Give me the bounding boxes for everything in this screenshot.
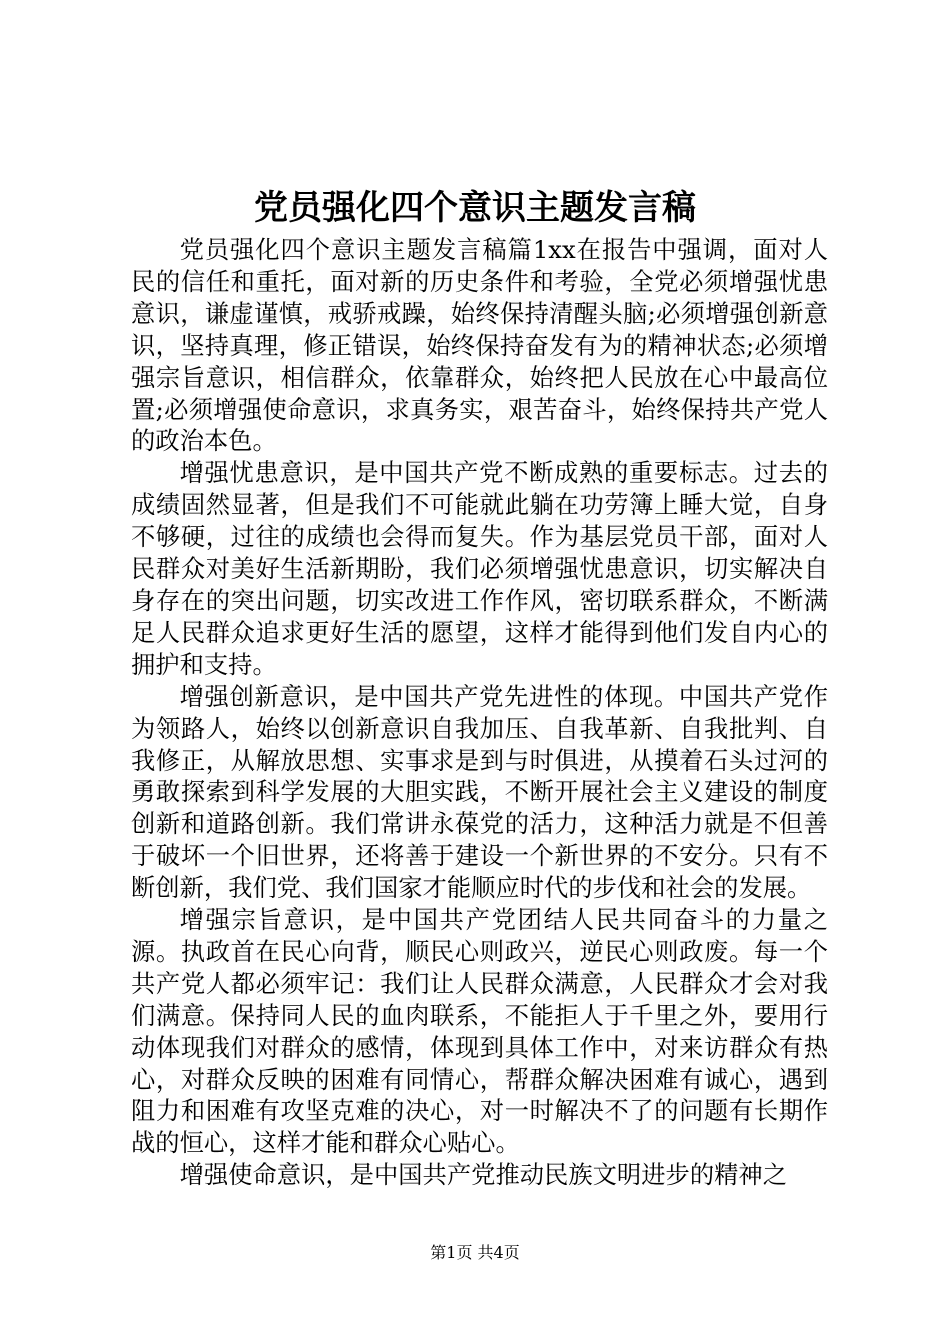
document-title: 党员强化四个意识主题发言稿 <box>254 188 696 228</box>
paragraph-mission-awareness: 增强使命意识，是中国共产党推动民族文明进步的精神之 <box>179 1160 788 1190</box>
page-number-footer: 第1页 共4页 <box>430 1243 520 1262</box>
paragraph-purpose-awareness: 增强宗旨意识，是中国共产党团结人民共同奋斗的力量之源。执政首在民心向背，顺民心则政兴，逆民心则政废。每一个共产党人都必须牢记：我们让人民群众满意，人民群众才会对我们满意。保持同人民的血肉联系，不能拒人于千里之外，要用行动体现我们对群众的感情，体现到具体工作中，对来访群众有热心，对群众反映的困难有同情心，帮群众解决困难有诚心，遇到阻力和困难有攻坚克难的决心，对一时解决不了的问题有长期作战的恒心，这样才能和群众心贴心。 <box>131 905 828 1158</box>
paragraph-worry-awareness: 增强忧患意识，是中国共产党不断成熟的重要标志。过去的成绩固然显著，但是我们不可能就此躺在功劳簿上睡大觉，自身不够硬，过往的成绩也会得而复失。作为基层党员干部，面对人民群众对美好生活新期盼，我们必须增强忧患意识，切实解决自身存在的突出问题，切实改进工作作风，密切联系群众，不断满足人民群众追求更好生活的愿望，这样才能得到他们发自内心的拥护和支持。 <box>131 458 828 679</box>
paragraph-intro: 党员强化四个意识主题发言稿篇1xx在报告中强调，面对人民的信任和重托，面对新的历史条件和考验，全党必须增强忧患意识，谦虚谨慎，戒骄戒躁，始终保持清醒头脑;必须增强创新意识，坚持真理，修正错误，始终保持奋发有为的精神状态;必须增强宗旨意识，相信群众，依靠群众，始终把人民放在心中最高位置;必须增强使命意识，求真务实，艰苦奋斗，始终保持共产党人的政治本色。 <box>131 235 828 456</box>
document-body <box>131 234 828 1191</box>
paragraph-innovation-awareness: 增强创新意识，是中国共产党先进性的体现。中国共产党作为领路人，始终以创新意识自我加压、自我革新、自我批判、自我修正，从解放思想、实事求是到与时俱进，从摸着石头过河的勇敢探索到科学发展的大胆实践，不断开展社会主义建设的制度创新和道路创新。我们常讲永葆党的活力，这种活力就是不但善于破坏一个旧世界，还将善于建设一个新世界的不安分。只有不断创新，我们党、我们国家才能顺应时代的步伐和社会的发展。 <box>131 681 828 903</box>
